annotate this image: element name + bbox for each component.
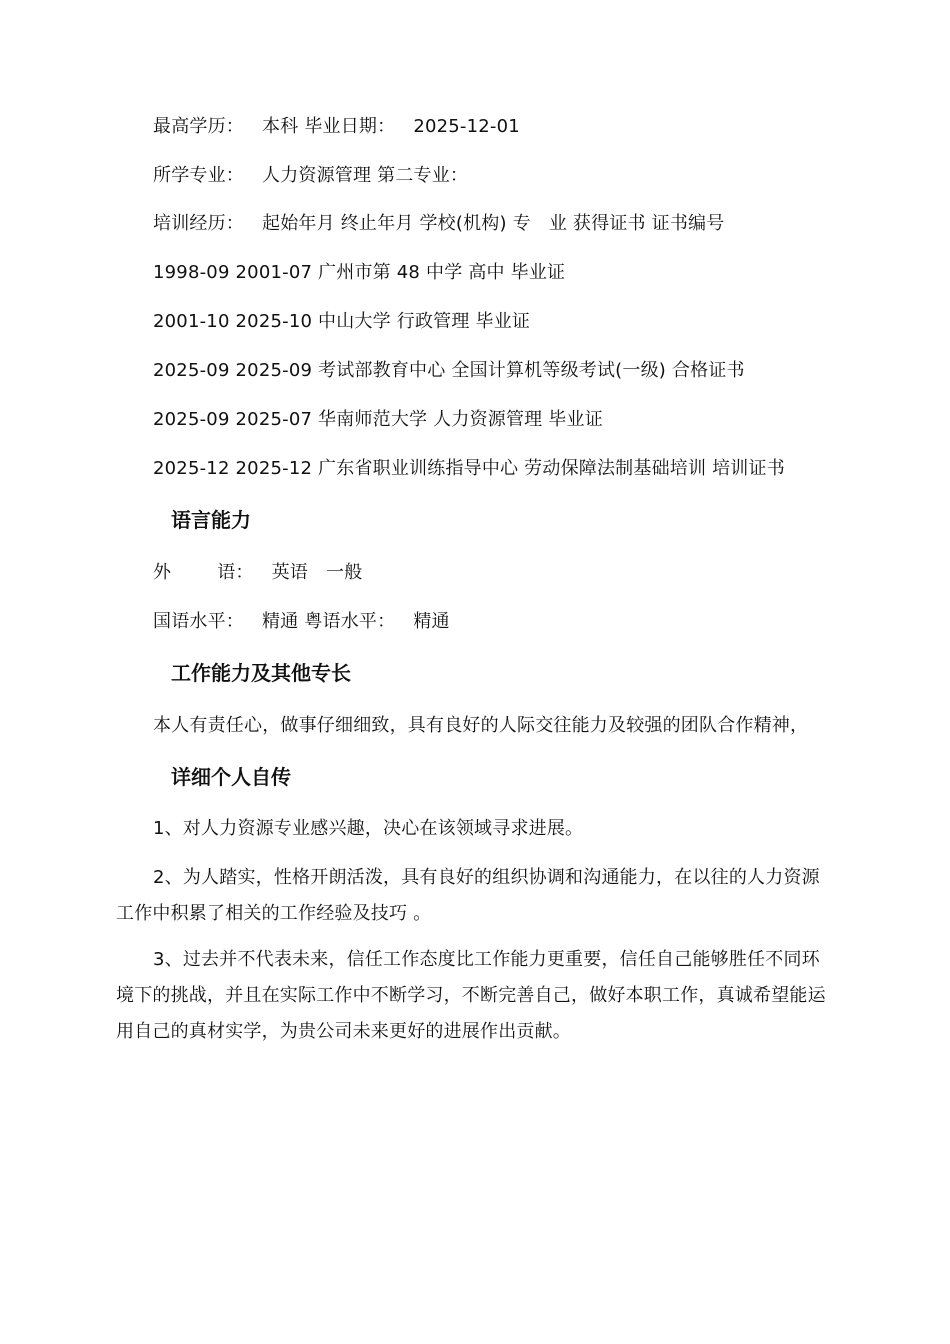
major-label: 所学专业： [153,165,244,186]
second-major-label: 第二专业： [377,165,469,186]
highest-degree-line [153,115,520,139]
training-label: 培训经历： [153,213,244,234]
major-line [153,164,468,188]
training-columns: 起始年月 终止年月 学校(机构) 专 [262,213,531,234]
foreign-language-line [153,561,362,585]
cantonese-value: 精通 [413,611,450,632]
training-row: 1998-09 2001-07 广州市第 48 中学 高中 毕业证 [153,262,566,283]
mandarin-label: 国语水平： [153,611,244,632]
training-row: 2025-09 2025-07 华南师范大学 人力资源管理 毕业证 [153,409,603,430]
training-columns-tail: 业 获得证书 证书编号 [548,213,725,234]
mandarin-value: 精通 [262,611,299,632]
training-row: 2001-10 2025-10 中山大学 行政管理 毕业证 [153,311,531,332]
foreign-language-label-b: 语： [217,562,254,583]
bio-paragraph-2: 2、为人踏实，性格开朗活泼，具有良好的组织协调和沟通能力，在以往的人力资源工作中积累了相关的工作经验及技巧 。 [116,867,820,924]
foreign-language-value: 英语 [271,562,309,583]
language-heading: 语言能力 [171,508,251,532]
foreign-language-label-a: 外 [153,562,172,583]
cantonese-label: 粤语水平： [304,611,396,632]
training-header-line [153,212,724,236]
training-row: 2025-09 2025-09 考试部教育中心 全国计算机等级考试(一级) 合格证书 [153,360,745,381]
bio-paragraph-1: 1、对人力资源专业感兴趣，决心在该领域寻求进展。 [153,818,584,839]
graduation-date-value: 2025-12-01 [413,116,520,137]
major-value: 人力资源管理 [262,165,372,186]
training-row: 2025-12 2025-12 广东省职业训练指导中心 劳动保障法制基础培训 培训证书 [153,458,785,479]
foreign-language-level: 一般 [326,562,363,583]
skills-heading: 工作能力及其他专长 [171,661,351,685]
highest-degree-label: 最高学历： [153,116,244,137]
graduation-date-label: 毕业日期： [304,116,396,137]
bio-paragraph-3: 3、过去并不代表未来，信任工作态度比工作能力更重要，信任自己能够胜任不同环境下的挑战，并且在实际工作中不断学习，不断完善自己，做好本职工作，真诚希望能运用自己的真材实学，为贵公司未来更好的进展作出贡献。 [116,949,826,1042]
highest-degree-value: 本科 [262,116,299,137]
bio-heading: 详细个人自传 [171,765,291,789]
dialect-line [153,610,450,634]
skills-text: 本人有责任心，做事仔细细致，具有良好的人际交往能力及较强的团队合作精神， [153,715,809,736]
